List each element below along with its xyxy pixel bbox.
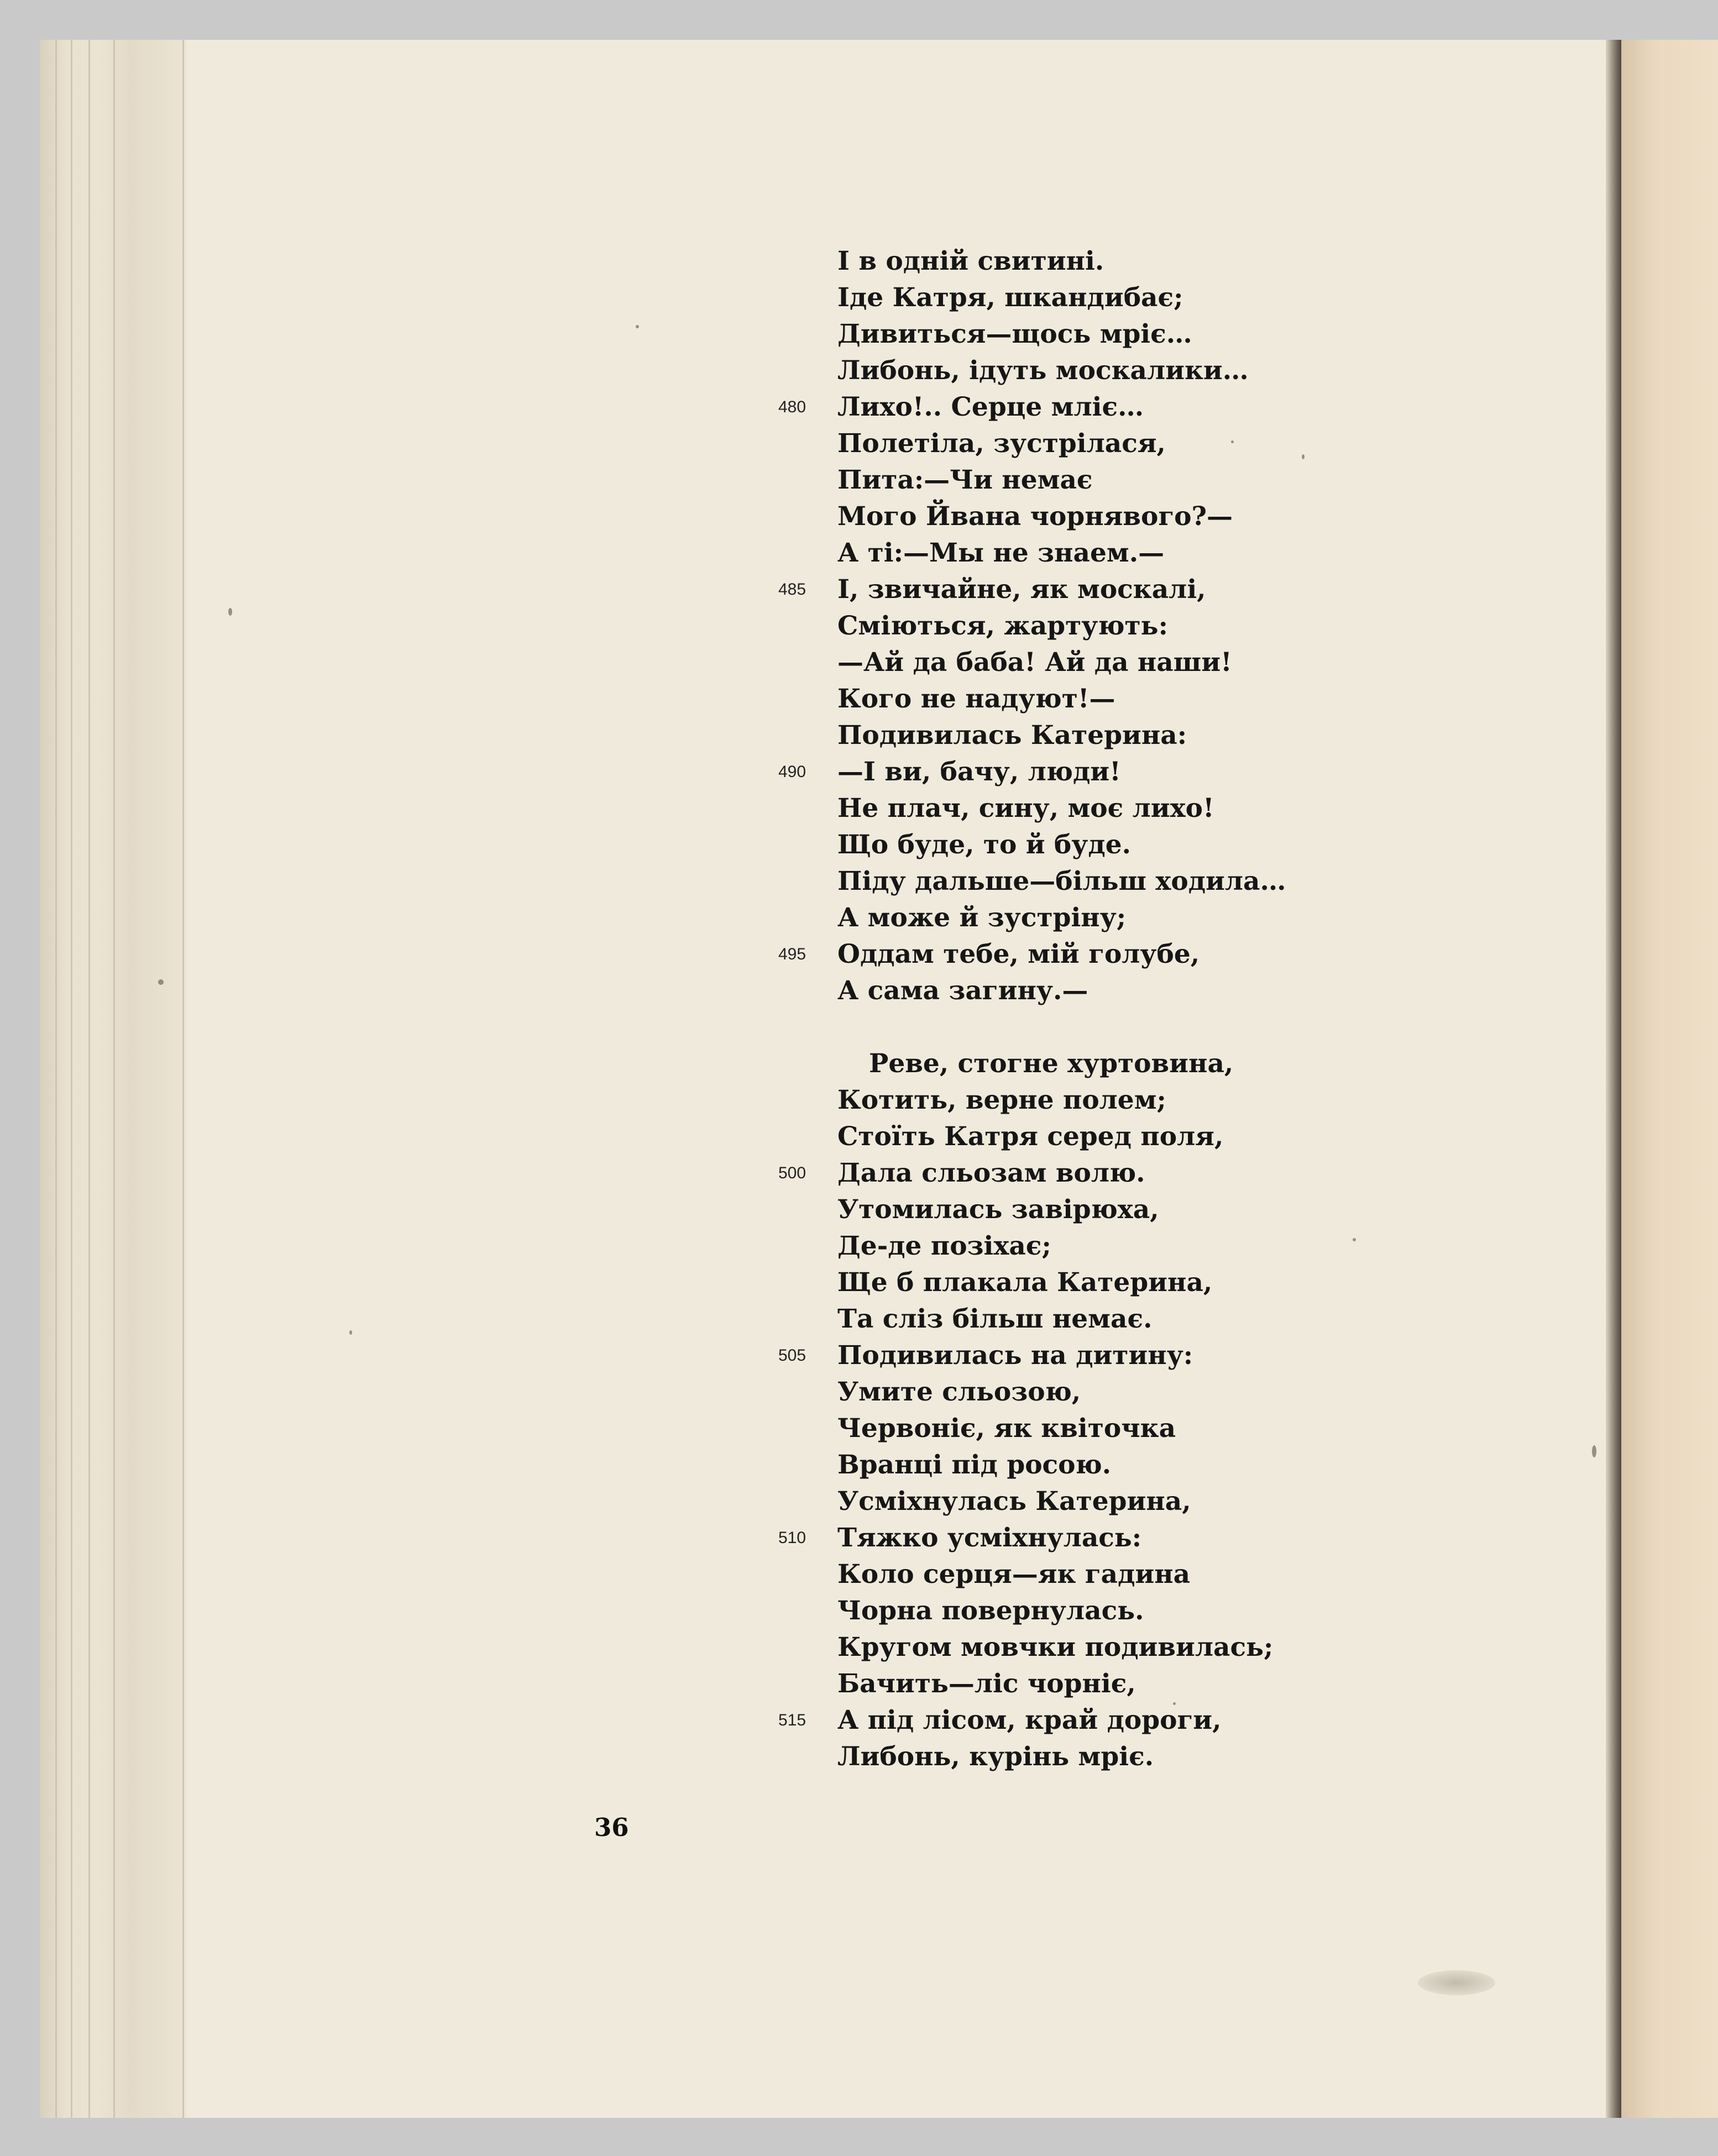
line-text: Оддам тебе, мій голубе, <box>837 939 1200 969</box>
poem-line <box>778 1337 1291 1374</box>
paper-speck <box>349 1330 352 1335</box>
paper-speck <box>158 979 164 985</box>
line-text: Котить, верне полем; <box>837 1085 1166 1115</box>
line-text: Утомилась завірюха, <box>837 1194 1159 1225</box>
line-text: —І ви, бачу, люди! <box>837 757 1121 787</box>
poem-line <box>778 571 1291 608</box>
paper-speck <box>636 325 639 328</box>
line-text: Полетіла, зустрілася, <box>837 428 1166 459</box>
poem-line <box>837 1483 1291 1520</box>
poem-line <box>837 1082 1291 1119</box>
poem-line <box>837 1410 1291 1447</box>
poem-line <box>837 535 1291 571</box>
poem-line <box>837 1119 1291 1155</box>
line-text: Коло серця—як гадина <box>837 1559 1191 1590</box>
poem-line <box>837 1192 1291 1228</box>
poem-line <box>837 499 1291 535</box>
line-text: Дала сльозам волю. <box>837 1158 1145 1188</box>
poem-line <box>778 389 1291 426</box>
poem-line <box>837 243 1291 280</box>
line-text: Стоїть Катря серед поля, <box>837 1121 1224 1152</box>
line-text: І в одній свитині. <box>837 246 1104 276</box>
poem-line <box>837 462 1291 499</box>
poem-line <box>837 1447 1291 1483</box>
line-number: 505 <box>778 1346 806 1365</box>
line-number: 515 <box>778 1711 806 1729</box>
poem-line <box>837 316 1291 353</box>
line-text: Тяжко усміхнулась: <box>837 1523 1142 1553</box>
line-text: А сама загину.— <box>837 975 1088 1006</box>
paper-speck <box>1592 1445 1596 1457</box>
poem-line <box>837 1556 1291 1593</box>
line-number: 495 <box>778 945 806 963</box>
line-number: 510 <box>778 1529 806 1547</box>
line-text: Іде Катря, шкандибає; <box>837 282 1183 313</box>
poem-line <box>837 1265 1291 1301</box>
poem-text <box>778 243 1291 1775</box>
paper-smudge <box>1418 1970 1495 1995</box>
line-text: Кого не надуют!— <box>837 684 1115 714</box>
line-text: Мого Йвана чорнявого?— <box>837 501 1233 532</box>
paper-speck <box>1353 1238 1356 1241</box>
poem-line <box>837 790 1291 827</box>
line-text: Пита:—Чи немає <box>837 465 1093 495</box>
poem-line <box>837 280 1291 316</box>
line-text: Піду дальше—більш ходила… <box>837 866 1286 896</box>
line-text: Подивилась на дитину: <box>837 1340 1193 1371</box>
line-text: Либонь, ідуть москалики… <box>837 355 1249 386</box>
poem-line <box>837 1046 1291 1082</box>
line-text: Реве, стогне хуртовина, <box>869 1048 1234 1079</box>
facing-page-edge <box>1621 40 1718 2118</box>
paper-speck <box>228 608 232 616</box>
line-text: А ті:—Мы не знаем.— <box>837 538 1165 568</box>
line-number: 490 <box>778 763 806 781</box>
line-text: Сміються, жартують: <box>837 611 1168 641</box>
page-edge-line <box>71 40 72 2118</box>
line-text: Червоніє, як квіточка <box>837 1413 1176 1444</box>
line-text: Подивилась Катерина: <box>837 720 1187 751</box>
poem-line <box>837 1593 1291 1629</box>
page-number: 36 <box>594 1813 629 1842</box>
poem-line <box>837 827 1291 863</box>
line-text: І, звичайне, як москалі, <box>837 574 1206 605</box>
spine-shadow <box>1606 40 1621 2118</box>
page-edge-line <box>182 40 184 2118</box>
poem-line <box>837 1228 1291 1265</box>
line-text: Лихо!.. Серце мліє… <box>837 392 1144 422</box>
line-text: Не плач, сину, моє лихо! <box>837 793 1214 823</box>
line-number: 485 <box>778 580 806 599</box>
poem-line <box>837 1301 1291 1337</box>
line-text: А під лісом, край дороги, <box>837 1705 1222 1735</box>
poem-line <box>778 936 1291 973</box>
poem-line <box>837 973 1291 1009</box>
paper-speck <box>1231 440 1234 443</box>
poem-line <box>837 644 1291 681</box>
line-text: Вранці під росою. <box>837 1450 1112 1480</box>
poem-line <box>837 717 1291 754</box>
page-edge-line <box>113 40 115 2118</box>
poem-line <box>778 1520 1291 1556</box>
line-text: Усміхнулась Катерина, <box>837 1486 1191 1517</box>
page-edge-line <box>55 40 57 2118</box>
poem-line <box>837 863 1291 900</box>
paper-speck <box>1173 1702 1176 1705</box>
line-text: —Ай да баба! Ай да наши! <box>837 647 1232 678</box>
line-number: 480 <box>778 398 806 416</box>
line-text: Бачить—ліс чорніє, <box>837 1669 1136 1699</box>
stanza-break <box>837 1009 1291 1046</box>
poem-line <box>837 1629 1291 1666</box>
poem-line <box>837 608 1291 644</box>
poem-line <box>837 1374 1291 1410</box>
line-text: Чорна повернулась. <box>837 1596 1144 1626</box>
poem-line <box>837 426 1291 462</box>
poem-line <box>837 900 1291 936</box>
page-edge-line <box>88 40 90 2118</box>
poem-line <box>837 1666 1291 1702</box>
poem-line <box>778 1155 1291 1192</box>
poem-line <box>778 754 1291 790</box>
line-text: Ще б плакала Катерина, <box>837 1267 1213 1298</box>
line-text: Що буде, то й буде. <box>837 830 1131 860</box>
poem-line <box>778 1702 1291 1739</box>
line-text: Либонь, курінь мріє. <box>837 1741 1154 1772</box>
line-text: Де-де позіхає; <box>837 1231 1051 1261</box>
line-text: Та сліз більш немає. <box>837 1304 1153 1334</box>
line-text: Кругом мовчки подивилась; <box>837 1632 1274 1662</box>
paper-speck <box>1302 454 1305 459</box>
poem-line <box>837 1739 1291 1775</box>
line-text: Умите сльозою, <box>837 1377 1081 1407</box>
line-text: А може й зустріну; <box>837 903 1127 933</box>
poem-line <box>837 353 1291 389</box>
line-number: 500 <box>778 1164 806 1182</box>
line-text: Дивиться—щось мріє… <box>837 319 1192 349</box>
poem-line <box>837 681 1291 717</box>
